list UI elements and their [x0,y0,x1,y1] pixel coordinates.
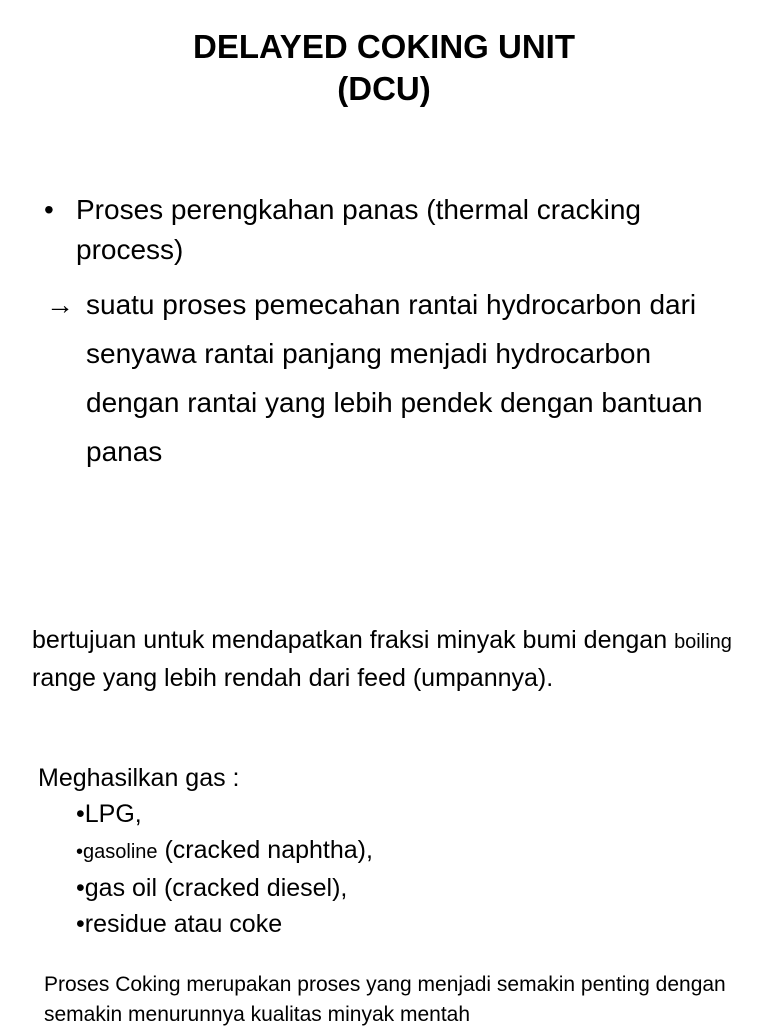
title-line-2: (DCU) [337,70,431,107]
products-section [38,760,738,942]
title-line-1: DELAYED COKING UNIT [193,28,575,65]
product-text: gas oil (cracked diesel), [84,874,348,902]
product-text: LPG, [84,800,142,828]
slide-title [0,26,768,110]
products-list [38,796,738,942]
definition-text: Proses perengkahan panas (thermal cracking process) [76,194,641,265]
purpose-text-before: bertujuan untuk mendapatkan fraksi minyak bumi dengan [32,626,675,654]
definition-bullet [44,190,744,270]
purpose-text-after: range yang lebih rendah dari feed (umpannya). [32,664,554,692]
bullet-dot-icon: • [44,194,54,225]
product-text: residue atau coke [84,910,283,938]
purpose-small-word: boiling [674,631,732,653]
product-text: (cracked naphtha), [157,836,373,864]
product-item-gas-oil [76,870,738,906]
product-small-word: gasoline [83,841,158,863]
purpose-paragraph [32,622,732,696]
explanation-block [46,280,746,476]
coking-importance-paragraph: Proses Coking merupakan proses yang menjadi semakin penting dengan semakin menurunnya kualitas minyak mentah [44,973,726,1026]
product-item-residue [76,906,738,942]
product-item-gasoline [76,832,738,870]
bullet-dot-icon: • [76,874,85,902]
bullet-dot-icon: • [76,841,84,863]
right-arrow-icon: → [46,289,74,320]
products-heading: Meghasilkan gas : [38,764,240,792]
explanation-text: suatu proses pemecahan rantai hydrocarbon dari senyawa rantai panjang menjadi hydrocarbon dengan rantai yang lebih pendek dengan bantuan panas [86,289,703,467]
bullet-dot-icon: • [76,910,85,938]
product-item-lpg [76,796,738,832]
bullet-dot-icon: • [76,800,85,828]
